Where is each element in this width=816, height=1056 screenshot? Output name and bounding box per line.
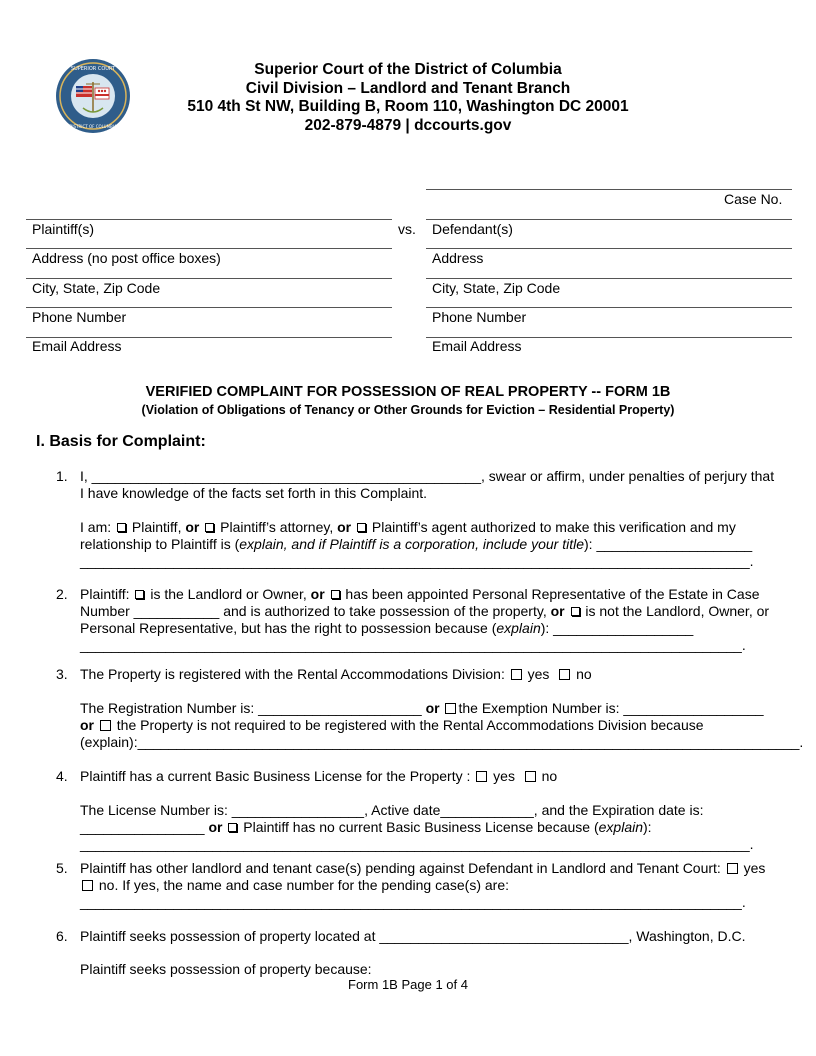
pending-no-checkbox[interactable] <box>82 880 93 891</box>
court-division: Civil Division – Landlord and Tenant Branch <box>245 79 571 97</box>
case-no-label: Case No. <box>724 191 783 207</box>
vs-label: vs. <box>398 221 416 237</box>
not-required-checkbox[interactable] <box>100 720 111 731</box>
plaintiff-address-label: Address (no post office boxes) <box>32 250 221 266</box>
defendant-email-label: Email Address <box>432 338 522 354</box>
no-license-reason-field[interactable]: ): ______________________________________________________________________________________. <box>80 819 754 852</box>
attorney-checkbox[interactable] <box>205 523 214 532</box>
item-6: Plaintiff seeks possession of property located at ________________________________, Washington, D.C. Plaintiff seeks possession of property because: <box>80 928 780 978</box>
seal-top-text: SUPERIOR COURT <box>70 66 116 72</box>
item-3-number: 3. <box>56 666 68 682</box>
item-2-number: 2. <box>56 586 68 602</box>
item-4: Plaintiff has a current Basic Business License for the Property : yes no The License Number is: _________________, Active date____________, and the Expiration date is: ________________ or Plaintiff has no current Basic Business License because (explain): ______________________________________________________________________________________. <box>80 768 754 852</box>
plaintiff-address-line[interactable] <box>26 248 392 249</box>
item-6-number: 6. <box>56 928 68 944</box>
item-5-number: 5. <box>56 860 68 876</box>
no-license-checkbox[interactable] <box>228 823 237 832</box>
court-contact: 202-879-4879 | dccourts.gov <box>304 116 512 134</box>
defendant-city-line[interactable] <box>426 278 792 279</box>
agent-checkbox[interactable] <box>357 523 366 532</box>
item-1: I, __________________________________________________, swear or affirm, under penalties of perjury that I have knowledge of the facts set forth in this Complaint. I am: Plaintiff, or Plaintiff’s attorney, or Plaintiff’s agent authorized to make this verification and my relationship to Plaintiff is (explain, and if Plaintiff is a corporation, include your title): ____________________ ______________________________________________________________________________________. <box>80 468 775 569</box>
registered-yes-checkbox[interactable] <box>511 669 522 680</box>
section-heading: I. Basis for Complaint: <box>36 433 206 450</box>
license-details-field[interactable]: The License Number is: _________________, Active date____________, and the Expiration date is: ________________ <box>80 802 704 835</box>
item-2: Plaintiff: is the Landlord or Owner, or has been appointed Personal Representative of the Estate in Case Number ___________ and is authorized to take possession of the property, or is not the Landlord, Owner, or Personal Representative, but has the right to possession because (explain): __________________ _____________________________________________________________________________________. <box>80 586 770 653</box>
defendant-address-line[interactable] <box>426 248 792 249</box>
relationship-field[interactable]: ): ____________________ ______________________________________________________________________________________. <box>80 536 754 569</box>
defendant-line[interactable] <box>426 219 792 220</box>
plaintiff-label: Plaintiff(s) <box>32 221 94 237</box>
defendant-phone-label: Phone Number <box>432 309 527 325</box>
defendant-label: Defendant(s) <box>432 221 513 237</box>
item-5: Plaintiff has other landlord and tenant case(s) pending against Defendant in Landlord and Tenant Court: yes no. If yes, the name and case number for the pending case(s) are: _____________________________________________________________________________________. <box>80 860 766 910</box>
item-1-number: 1. <box>56 468 68 484</box>
plaintiff-checkbox[interactable] <box>117 523 126 532</box>
license-yes-checkbox[interactable] <box>476 771 487 782</box>
plaintiff-phone-line[interactable] <box>26 307 392 308</box>
landlord-owner-checkbox[interactable] <box>135 590 144 599</box>
defendant-city-label: City, State, Zip Code <box>432 280 561 296</box>
exemption-checkbox[interactable] <box>445 703 456 714</box>
plaintiff-city-label: City, State, Zip Code <box>32 280 161 296</box>
court-name: Superior Court of the District of Columbia <box>254 61 562 78</box>
right-to-possession-checkbox[interactable] <box>571 607 580 616</box>
personal-rep-checkbox[interactable] <box>331 590 340 599</box>
plaintiff-line[interactable] <box>26 219 392 220</box>
seal-bottom-text: DISTRICT OF COLUMBIA <box>69 124 117 129</box>
form-subtitle: (Violation of Obligations of Tenancy or Other Grounds for Eviction – Residential Property) <box>141 403 675 417</box>
registration-number-field[interactable]: The Registration Number is: _____________________ <box>80 700 426 716</box>
plaintiff-city-line[interactable] <box>26 278 392 279</box>
defendant-address-label: Address <box>432 250 484 266</box>
possession-reason-field[interactable]: ): __________________ _____________________________________________________________________________________. <box>80 620 746 653</box>
registered-no-checkbox[interactable] <box>559 669 570 680</box>
court-address: 510 4th St NW, Building B, Room 110, Washington DC 20001 <box>187 98 629 115</box>
item-3: The Property is registered with the Rental Accommodations Division: yes no The Registration Number is: _____________________ or the Exemption Number is: __________________ or the Property is not required to be registered with the Rental Accommodations Division because (explain):_____________________________________________________________________________________. <box>80 666 804 750</box>
court-header <box>150 61 666 135</box>
property-location-field[interactable]: Plaintiff seeks possession of property located at ________________________________, Washington, D.C. <box>80 928 746 944</box>
defendant-phone-line[interactable] <box>426 307 792 308</box>
item-4-number: 4. <box>56 768 68 784</box>
plaintiff-phone-label: Phone Number <box>32 309 127 325</box>
page-footer: Form 1B Page 1 of 4 <box>348 977 468 992</box>
plaintiff-email-label: Email Address <box>32 338 122 354</box>
form-title: VERIFIED COMPLAINT FOR POSSESSION OF REAL PROPERTY -- FORM 1B <box>145 384 671 400</box>
affiant-name-field[interactable]: __________________________________________________ <box>91 468 481 484</box>
pending-yes-checkbox[interactable] <box>727 863 738 874</box>
court-seal-logo <box>55 58 131 134</box>
license-no-checkbox[interactable] <box>525 771 536 782</box>
case-number-line <box>426 189 792 190</box>
